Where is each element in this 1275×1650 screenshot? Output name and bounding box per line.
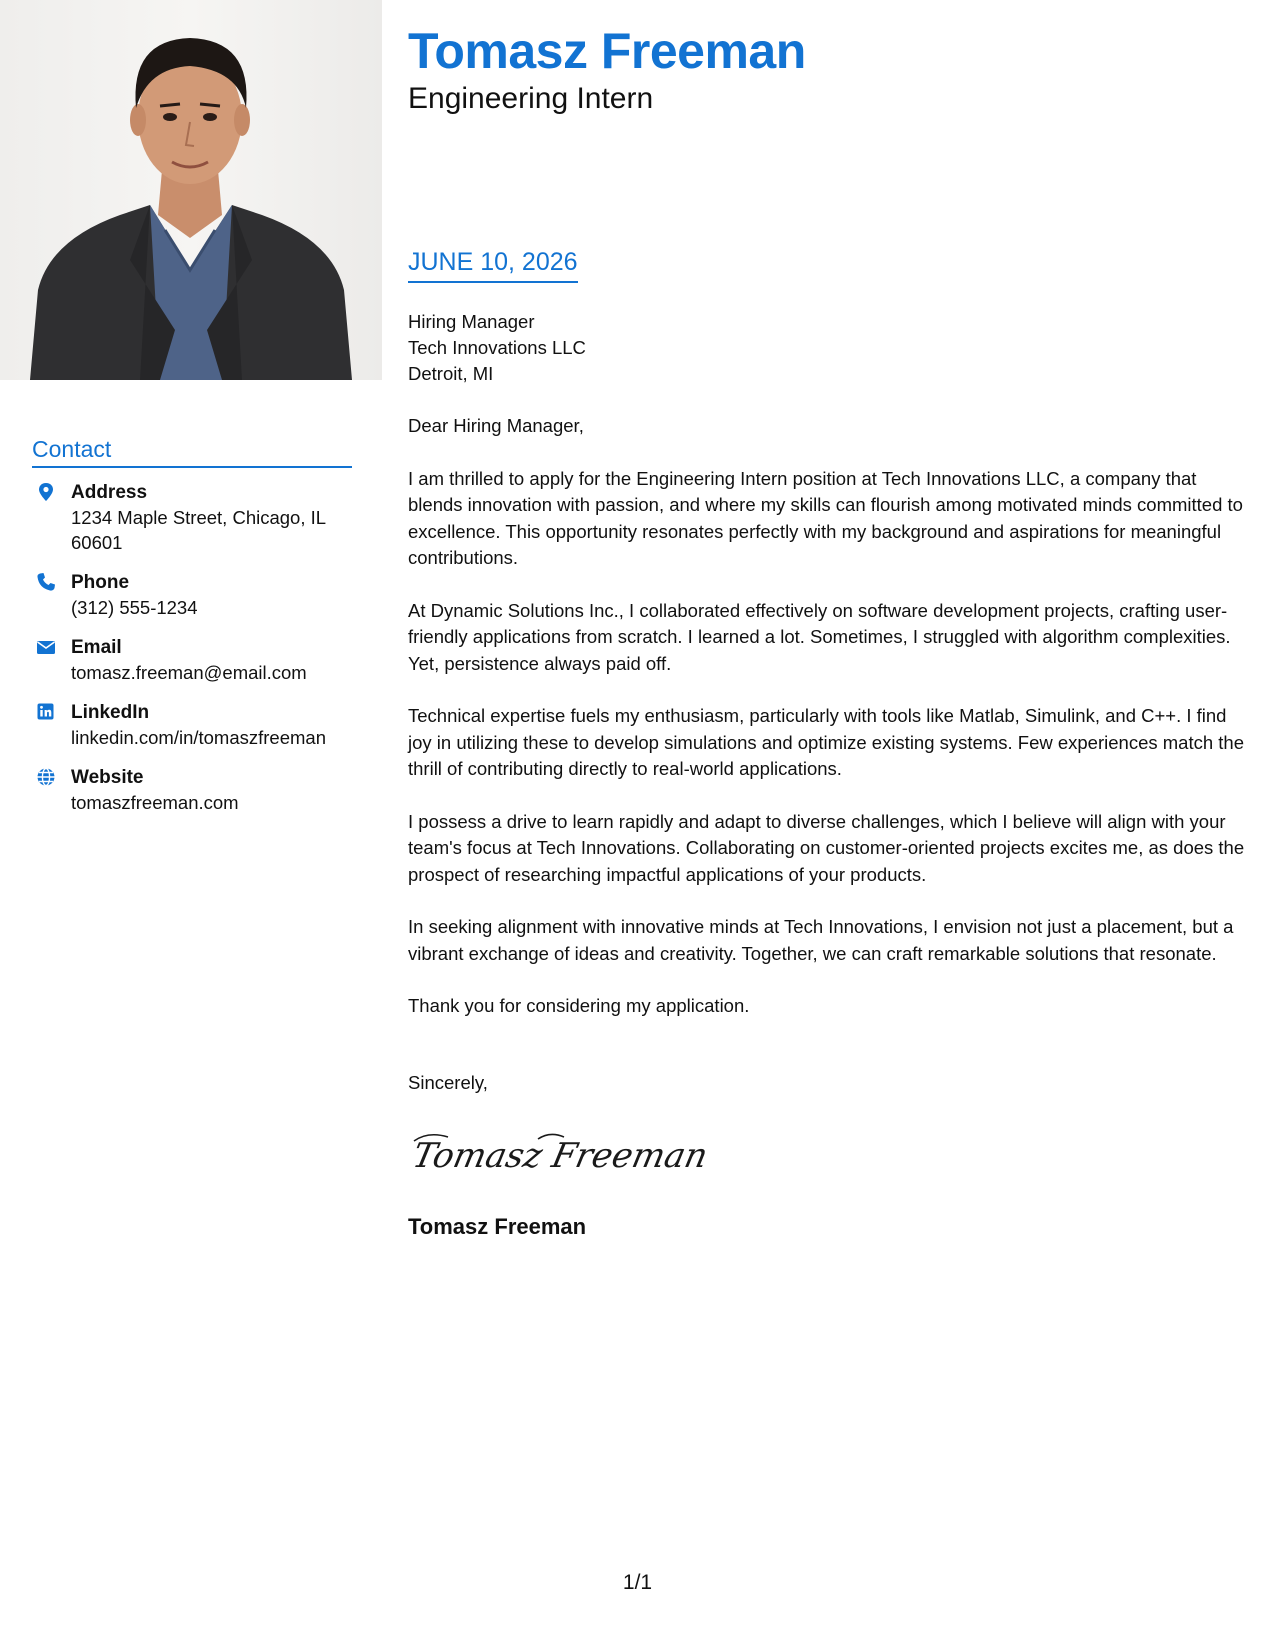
body-paragraph: I am thrilled to apply for the Engineering Intern position at Tech Innovations LLC, a company that blends innovation with passion, and where my skills can flourish among motivated minds committed to excellence. This opportunity resonates perfectly with my background and aspirations for meaningful contributions. [408, 467, 1243, 568]
letter-date: JUNE 10, 2026 [408, 248, 578, 283]
contact-label: Phone [71, 572, 130, 593]
contact-value: tomaszfreeman.com [71, 792, 239, 813]
body-paragraph: At Dynamic Solutions Inc., I collaborated effectively on software development projects, crafting user-friendly applications from scratch. I learned a lot. Sometimes, I struggled with algorithm complexities. Yet, persistence always paid off. [408, 599, 1231, 674]
contact-item-phone [32, 570, 352, 620]
recipient-line: Hiring Manager [408, 311, 535, 332]
recipient-block [408, 309, 586, 387]
greeting: Dear Hiring Manager, [408, 415, 584, 436]
contact-label: LinkedIn [71, 702, 150, 723]
contact-label: Email [71, 637, 122, 658]
contact-value: 1234 Maple Street, Chicago, IL 60601 [71, 507, 326, 553]
contact-item-email [32, 635, 352, 685]
contact-heading: Contact [32, 436, 352, 468]
body-paragraph: Technical expertise fuels my enthusiasm, particularly with tools like Matlab, Simulink, and C++. I find joy in utilizing these to develop simulations and optimize existing systems. Few experiences match the thrill of contributing directly to real-world applications. [408, 705, 1244, 779]
contact-item-website [32, 765, 352, 815]
letter-body [408, 413, 1253, 1046]
contact-sidebar [32, 436, 352, 830]
linkedin-icon [36, 702, 56, 722]
contact-value: tomasz.freeman@email.com [71, 662, 307, 683]
recipient-line: Detroit, MI [408, 363, 494, 384]
body-paragraph: Thank you for considering my application. [408, 995, 750, 1016]
body-paragraph: I possess a drive to learn rapidly and adapt to diverse challenges, which I believe will align with your team's focus at Tech Innovations. Collaborating on customer-oriented projects excites me, as does the prospect of researching impactful applications of your products. [408, 810, 1245, 885]
body-paragraph: In seeking alignment with innovative minds at Tech Innovations, I envision not just a placement, but a vibrant exchange of ideas and creativity. Together, we can craft remarkable solutions that resonate. [408, 916, 1234, 964]
contact-label: Website [71, 767, 144, 788]
envelope-icon [36, 637, 56, 657]
contact-item-linkedin [32, 700, 352, 750]
page-number: 1/1 [622, 1571, 653, 1594]
applicant-role: Engineering Intern [408, 82, 654, 115]
map-pin-icon [36, 482, 56, 502]
contact-value: (312) 555-1234 [71, 597, 198, 618]
contact-label: Address [71, 482, 148, 503]
profile-photo [0, 0, 382, 380]
handwritten-signature [408, 1125, 712, 1190]
closing: Sincerely, [408, 1072, 488, 1093]
globe-icon [36, 767, 56, 787]
phone-icon [36, 572, 56, 592]
applicant-name: Tomasz Freeman [408, 23, 806, 79]
svg-text:Tomasz Freeman: Tomasz Freeman [409, 1136, 712, 1176]
portrait-illustration [0, 0, 382, 380]
contact-item-address [32, 480, 352, 555]
recipient-line: Tech Innovations LLC [408, 337, 586, 358]
signer-name: Tomasz Freeman [408, 1214, 587, 1239]
contact-value: linkedin.com/in/tomaszfreeman [71, 727, 326, 748]
